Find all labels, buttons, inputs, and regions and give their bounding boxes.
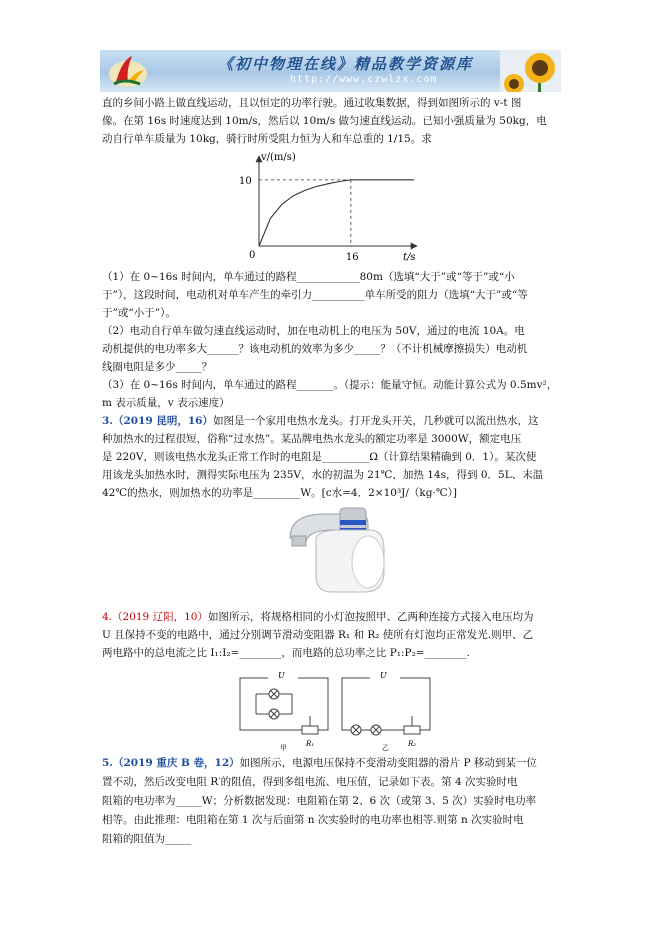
p4-line-1 (102, 610, 533, 624)
y-tick-label-10: 10 (239, 175, 252, 187)
header-banner (100, 50, 561, 92)
p3-line-4: 用该龙头加热水时，测得实际电压为 235V，水的初温为 21℃，加热 14s，得到 0．5L、末温 (102, 469, 544, 481)
p3-label: 3.（2019 昆明，16） (102, 415, 213, 427)
q3-line-2: m 表示质量，v 表示速度） (102, 397, 230, 409)
circuit-jia-u-label: U (278, 671, 285, 680)
p4-label: 4.（2019 辽阳，10） (102, 611, 208, 623)
intro-line-2: 像。在第 16s 时速度达到 10m/s，然后以 10m/s 做匀速直线运动。已知小强质量为 50kg，电 (102, 115, 547, 127)
series-line-v-t (259, 180, 414, 246)
circuit-yi-caption: 乙 (382, 744, 389, 752)
p5-line-3: 阻箱的电功率为_____W；分析数据发现：电阻箱在第 2、6 次（或第 3、5 次）实验时电功率 (102, 795, 537, 807)
q1-line-2: 于”），这段时间，电动机对单车产生的牵引力__________单车所受的阻力（选填“大于”或“等 (102, 289, 528, 301)
p3-line-5: 42℃的热水，则加热水的功率是_________W。[c水=4．2×10³J/（kg·℃）] (102, 487, 457, 499)
p5-line-1-text: 如图所示，电源电压保持不变滑动变阻器的滑片 P 移动到某一位 (239, 757, 537, 769)
intro-line-1: 直的乡间小路上做直线运动，且以恒定的功率行驶。通过收集数据，得到如图所示的 v-t 图 (102, 97, 522, 109)
origin-label: 0 (249, 250, 256, 261)
electric-faucet-image (270, 500, 400, 600)
banner-title: 《初中物理在线》精品教学资源库 (218, 55, 474, 73)
intro-line-3: 动自行单车质量为 10kg，骑行时所受阻力恒为人和车总重的 1/15。求 (102, 133, 432, 145)
circuit-jia-r-label: R₁ (306, 740, 315, 748)
q2-line-2: 动机提供的电功率多大______？该电动机的效率为多少_____？（不计机械摩擦损失）电动机 (102, 343, 528, 355)
q1-line-3: 于”或“小于”）。 (102, 307, 176, 319)
velocity-time-graph (225, 150, 425, 268)
circuit-yi-r-label: R₂ (408, 740, 417, 748)
q1-line-1: （1）在 0~16s 时间内，单车通过的路程____________80m（选填“大于”或“等于”或“小 (102, 271, 515, 283)
q2-line-3: 线圈电阻是多少_____？ (102, 361, 213, 373)
p3-line-3: 是 220V，则该电热水龙头正常工作时的电阻是_________Ω（计算结果精确到 0．1）。某次使 (102, 451, 537, 463)
sunflower-icon (500, 50, 561, 92)
p5-line-4: 相等。由此推理：电阻箱在第 1 次与后面第 n 次实验时的电功率也相等.则第 n 次实验时电 (102, 814, 524, 826)
circuit-diagrams (238, 668, 438, 752)
circuit-yi-u-label: U (380, 671, 387, 680)
banner-url: http://www.czwlzx.com (290, 74, 438, 85)
p3-line-1-text: 如图是一个家用电热水龙头。打开龙头开关，几秒就可以流出热水，这 (212, 415, 539, 427)
p3-line-1 (102, 414, 538, 428)
p5-line-5: 阻箱的阻值为_____ (102, 833, 192, 845)
p5-line-2: 置不动，然后改变电阻 R′的阻值，得到多组电流、电压值，记录如下表。第 4 次实验时电 (102, 776, 518, 788)
logo-icon (106, 52, 150, 90)
circuit-jia-caption: 甲 (280, 744, 287, 752)
circuit-jia (240, 671, 328, 752)
p3-line-2: 种加热水的过程很短，俗称“过水热”。某品牌电热水龙头的额定功率是 3000W，额定电压 (102, 433, 522, 445)
p5-label: 5.（2019 重庆 B 卷，12） (102, 757, 240, 769)
circuit-yi (342, 671, 430, 752)
x-axis-label: t/s (403, 252, 416, 263)
q2-line-1: （2）电动自行单车做匀速直线运动时，加在电动机上的电压为 50V，通过的电流 10A。电 (102, 325, 525, 337)
q3-line-1: （3）在 0~16s 时间内，单车通过的路程_______。（提示：能量守恒。动能计算公式为 0.5mv²， (102, 379, 558, 391)
p4-line-1-text: 如图所示，将规格相同的小灯泡按照甲、乙两种连接方式接入电压均为 (207, 611, 534, 623)
p4-line-3: 两电路中的总电流之比 I₁:I₂=________，而电路的总功率之比 P₁:P₂=________. (102, 647, 470, 659)
p4-line-2: U 且保持不变的电路中，通过分别调节滑动变阻器 R₁ 和 R₂ 使所有灯泡均正常发光.则甲、乙 (102, 629, 534, 641)
y-axis-label: v/(m/s) (261, 152, 296, 163)
x-tick-label-16: 16 (345, 252, 359, 263)
p5-line-1 (102, 756, 537, 770)
